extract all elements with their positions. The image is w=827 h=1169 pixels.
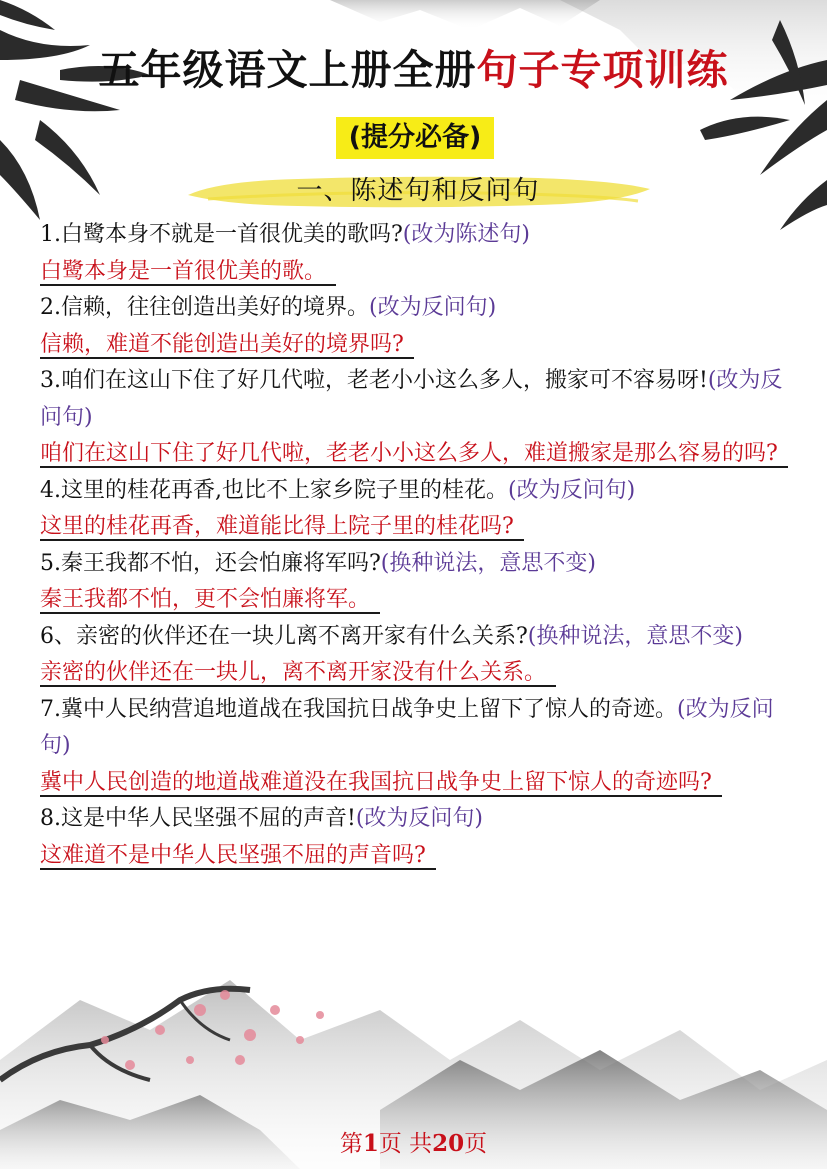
question-1: 1.白鹭本身不就是一首很优美的歌吗?(改为陈述句) xyxy=(40,222,530,247)
answer-8: 这难道不是中华人民坚强不屈的声音吗? xyxy=(40,838,792,875)
answer-2: 信赖，难道不能创造出美好的境界吗? xyxy=(40,327,792,364)
answer-5: 秦王我都不怕，更不会怕廉将军。 xyxy=(40,582,792,619)
answer-1: 白鹭本身是一首很优美的歌。 xyxy=(40,254,792,291)
title-part1: 五年级语文上册全册 xyxy=(98,46,477,94)
instruction-note: (改为陈述句) xyxy=(402,222,530,247)
exercise-list xyxy=(40,217,792,874)
section-title: 一、陈述句和反问句 xyxy=(296,176,540,206)
total-pages: 20 xyxy=(432,1130,465,1157)
question-3: 3.咱们在这山下住了好几代啦，老老小小这么多人，搬家可不容易呀!(改为反问句) xyxy=(40,368,783,430)
question-2: 2.信赖，往往创造出美好的境界。(改为反问句) xyxy=(40,295,497,320)
question-5: 5.秦王我都不怕，还会怕廉将军吗?(换种说法，意思不变) xyxy=(40,550,596,576)
instruction-note: (改为反问句) xyxy=(508,477,636,503)
bamboo-top-left xyxy=(0,0,150,220)
answer-7: 冀中人民创造的地道战难道没在我国抗日战争史上留下惊人的奇迹吗? xyxy=(40,765,792,802)
title-part2: 句子专项训练 xyxy=(476,46,729,94)
instruction-note: (换种说法，意思不变) xyxy=(527,623,743,649)
answer-6: 亲密的伙伴还在一块儿，离不离开家没有什么关系。 xyxy=(40,655,792,692)
question-7: 7.冀中人民纳营追地道战在我国抗日战争史上留下了惊人的奇迹。(改为反问句) xyxy=(40,696,774,758)
page-title xyxy=(0,40,827,100)
instruction-note: (改为反问句) xyxy=(40,368,783,430)
question-4: 4.这里的桂花再香,也比不上家乡院子里的桂花。(改为反问句) xyxy=(40,477,636,503)
section-header xyxy=(178,169,658,213)
answer-4: 这里的桂花再香，难道能比得上院子里的桂花吗? xyxy=(40,509,792,546)
question-6: 6、亲密的伙伴还在一块儿离不离开家有什么关系?(换种说法，意思不变) xyxy=(40,623,743,649)
question-8: 8.这是中华人民坚强不屈的声音!(改为反问句) xyxy=(40,806,484,831)
page-footer: 第1页 共20页 xyxy=(339,1130,488,1157)
instruction-note: (改为反问句) xyxy=(355,806,484,831)
subtitle-badge: (提分必备) xyxy=(336,117,494,159)
page-number: 1 xyxy=(362,1130,379,1157)
answer-3: 咱们在这山下住了好几代啦，老老小小这么多人，难道搬家是那么容易的吗? xyxy=(40,436,792,473)
instruction-note: (换种说法，意思不变) xyxy=(380,550,596,576)
instruction-note: (改为反问句) xyxy=(40,696,774,758)
instruction-note: (改为反问句) xyxy=(369,295,497,320)
